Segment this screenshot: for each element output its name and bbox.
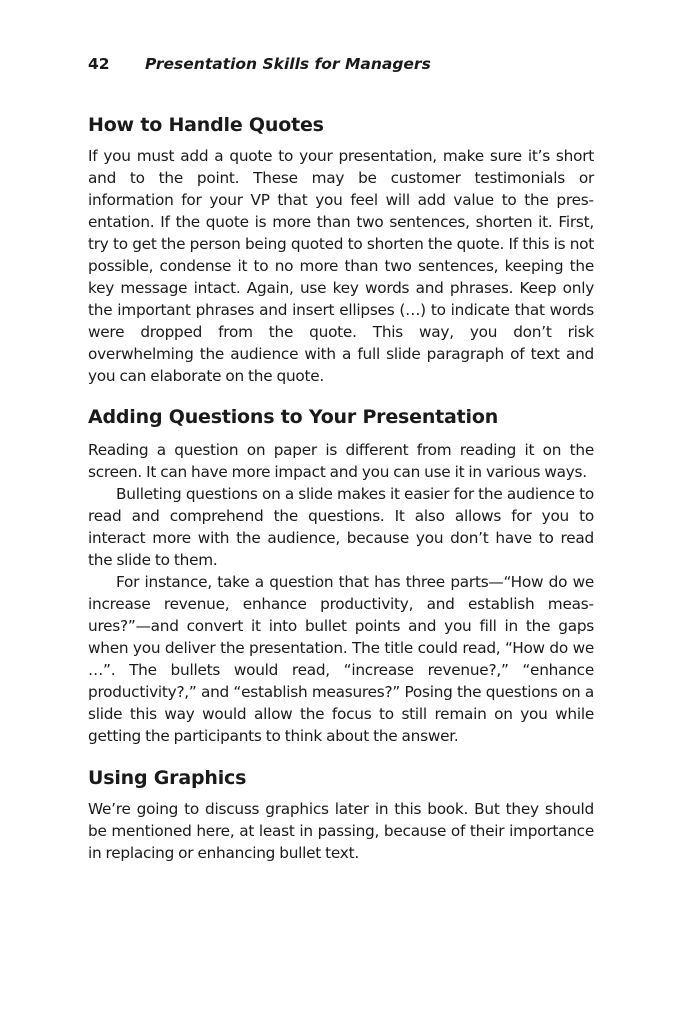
body-paragraph: Bulleting questions on a slide makes it easier for the audience to read and comprehend the questions. It also allows for you to interact more with the audience, because you don’t have to read the slide to them. (88, 485, 594, 569)
page-number: 42 (88, 55, 110, 73)
book-title: Presentation Skills for Managers (145, 55, 431, 73)
body-paragraph: For instance, take a question that has three parts—“How do we increase revenue, enhance productivity, and establish measures?”—and convert it into bullet points and you fill in the gaps when you deliver the presentation. The title could read, “How do we …”. The bullets would read, “increase revenue?,” “enhance productivity?,” and “establish measures?” Posing the questions on a slide this way would allow the focus to still remain on you while getting the participants to think about the answer. (88, 573, 594, 745)
section-heading: Using Graphics (88, 767, 247, 789)
section-handle-quotes (88, 111, 594, 387)
body-paragraph: We’re going to discuss graphics later in this book. But they should be mentioned here, at least in passing, because of their importance in replacing or enhancing bullet text. (88, 800, 594, 862)
section-using-graphics (88, 764, 594, 864)
section-heading: Adding Questions to Your Presentation (88, 406, 499, 428)
body-paragraph: Reading a question on paper is different from reading it on the screen. It can have more impact and you can use it in various ways. (88, 441, 594, 481)
section-heading: How to Handle Quotes (88, 114, 324, 136)
running-head (88, 52, 594, 76)
book-page (88, 52, 594, 864)
body-paragraph: If you must add a quote to your presentation, make sure it’s short and to the point. These may be customer testimonials or information for your VP that you feel will add value to the presentation. If the quote is more than two sentences, shorten it. First, try to get the person being quoted to shorten the quote. If this is not possible, condense it to no more than two sentences, keeping the key message intact. Again, use key words and phrases. Keep only the important phrases and insert ellipses (…) to indicate that words were dropped from the quote. This way, you don’t risk overwhelming the audience with a full slide paragraph of text and you can elaborate on the quote. (88, 147, 594, 385)
section-adding-questions (88, 403, 594, 747)
